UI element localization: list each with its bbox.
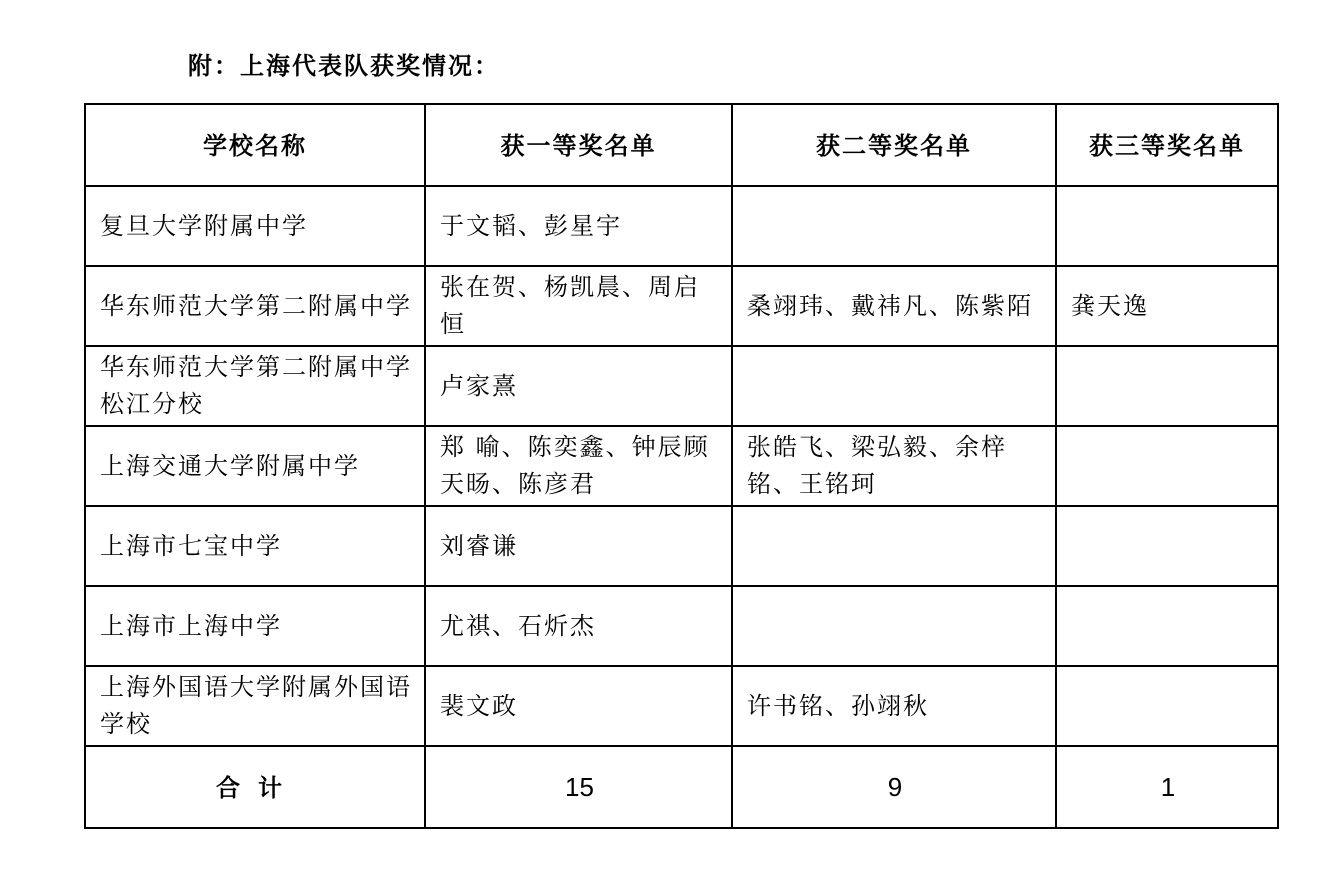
table-row: [85, 346, 1278, 426]
second-prize-cell: 张皓飞、梁弘毅、余梓铭、王铭珂: [732, 426, 1056, 506]
total-third-prize: 1: [1056, 746, 1278, 828]
total-first-prize: 15: [425, 746, 732, 828]
school-name-cell: 上海外国语大学附属外国语学校: [85, 666, 425, 746]
table-row: [85, 506, 1278, 586]
school-name-cell: 华东师范大学第二附属中学松江分校: [85, 346, 425, 426]
table-row: [85, 266, 1278, 346]
first-prize-cell: 于文韬、彭星宇: [425, 186, 732, 266]
third-prize-cell: [1056, 426, 1278, 506]
second-prize-cell: [732, 346, 1056, 426]
total-row: [85, 746, 1278, 828]
header-school-name: 学校名称: [85, 104, 425, 186]
first-prize-cell: 郑 喻、陈奕鑫、钟辰顾天旸、陈彦君: [425, 426, 732, 506]
table-row: [85, 186, 1278, 266]
third-prize-cell: [1056, 586, 1278, 666]
header-third-prize: 获三等奖名单: [1056, 104, 1278, 186]
header-second-prize: 获二等奖名单: [732, 104, 1056, 186]
school-name-cell: 复旦大学附属中学: [85, 186, 425, 266]
school-name-cell: 上海市七宝中学: [85, 506, 425, 586]
total-label: 合计: [85, 746, 425, 828]
first-prize-cell: 张在贺、杨凯晨、周启恒: [425, 266, 732, 346]
table-header-row: [85, 104, 1278, 186]
page-title: 附：上海代表队获奖情况：: [188, 51, 500, 80]
second-prize-cell: [732, 586, 1056, 666]
first-prize-cell: 裴文政: [425, 666, 732, 746]
table-row: [85, 426, 1278, 506]
first-prize-cell: 卢家熹: [425, 346, 732, 426]
table-row: [85, 666, 1278, 746]
header-first-prize: 获一等奖名单: [425, 104, 732, 186]
table-row: [85, 586, 1278, 666]
third-prize-cell: 龚天逸: [1056, 266, 1278, 346]
third-prize-cell: [1056, 666, 1278, 746]
second-prize-cell: 桑翊玮、戴祎凡、陈紫陌: [732, 266, 1056, 346]
school-name-cell: 上海市上海中学: [85, 586, 425, 666]
school-name-cell: 上海交通大学附属中学: [85, 426, 425, 506]
third-prize-cell: [1056, 506, 1278, 586]
first-prize-cell: 刘睿谦: [425, 506, 732, 586]
second-prize-cell: 许书铭、孙翊秋: [732, 666, 1056, 746]
second-prize-cell: [732, 186, 1056, 266]
second-prize-cell: [732, 506, 1056, 586]
first-prize-cell: 尤祺、石炘杰: [425, 586, 732, 666]
third-prize-cell: [1056, 186, 1278, 266]
school-name-cell: 华东师范大学第二附属中学: [85, 266, 425, 346]
third-prize-cell: [1056, 346, 1278, 426]
awards-table: [84, 103, 1279, 829]
total-second-prize: 9: [732, 746, 1056, 828]
